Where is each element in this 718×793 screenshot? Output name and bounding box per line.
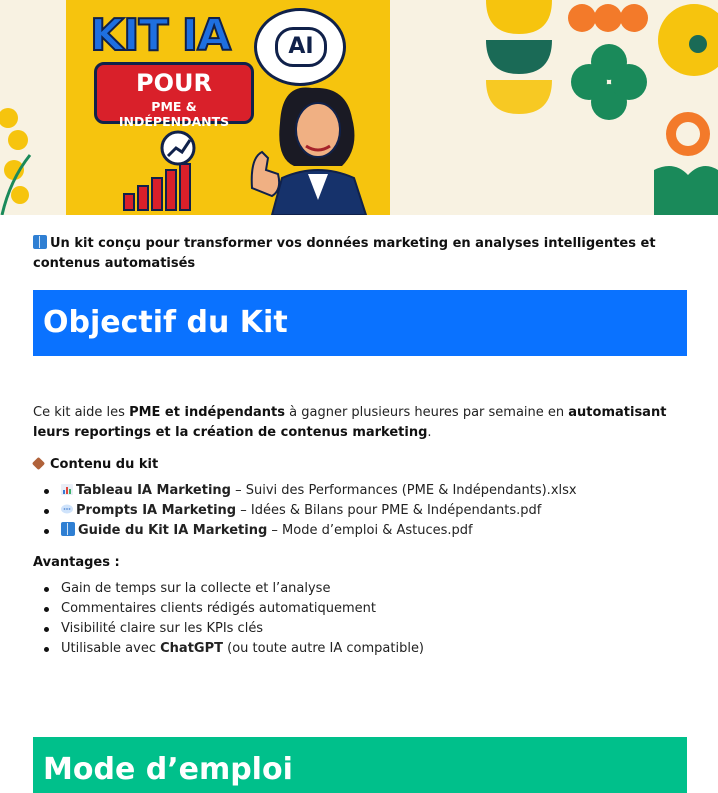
poster-title: KIT IA	[90, 10, 231, 61]
list-item: Visibilité claire sur les KPIs clés	[43, 619, 687, 639]
package-icon	[32, 457, 45, 470]
businesswoman-thumbs-up-icon	[242, 78, 390, 215]
speech-bubble-icon	[61, 504, 73, 515]
book-icon	[61, 522, 75, 536]
poster-pour-label: POUR	[136, 69, 212, 97]
objectif-paragraph: Ce kit aide les PME et indépendants à gagner plusieurs heures par semaine en automatisant leurs reportings et la création de contenus marketing.	[33, 405, 667, 440]
hero-banner	[0, 0, 718, 215]
contenu-heading: Contenu du kit	[33, 457, 687, 472]
growth-chart-icon	[120, 128, 210, 212]
section-objectif-title: Objectif du Kit	[33, 290, 687, 356]
poster-audience-label: PME & INDÉPENDANTS	[118, 99, 230, 129]
list-item: Prompts IA Marketing – Idées & Bilans pour PME & Indépendants.pdf	[43, 501, 687, 521]
avantages-list	[33, 579, 687, 659]
avantages-heading: Avantages :	[33, 555, 120, 570]
intro-text: Un kit conçu pour transformer vos données marketing en analyses intelligentes et contenus automatisés	[33, 236, 656, 271]
ai-thought-bubble-icon	[254, 8, 346, 86]
chart-icon	[61, 484, 73, 495]
poster-audience-badge	[94, 62, 254, 129]
list-item: Utilisable avec ChatGPT (ou toute autre IA compatible)	[43, 639, 687, 659]
main-content	[33, 234, 687, 787]
list-item: Commentaires clients rédigés automatiquement	[43, 599, 687, 619]
list-item: Tableau IA Marketing – Suivi des Performances (PME & Indépendants).xlsx	[43, 481, 687, 501]
section-mode-emploi-title: Mode d’emploi	[33, 737, 687, 793]
contenu-list	[33, 481, 687, 541]
decorative-flower-left-icon	[0, 100, 40, 215]
kit-ia-poster	[66, 0, 390, 215]
list-item: Guide du Kit IA Marketing – Mode d’emploi & Astuces.pdf	[43, 521, 687, 541]
list-item: Gain de temps sur la collecte et l’analyse	[43, 579, 687, 599]
decorative-shapes-right-icon	[484, 0, 718, 215]
ai-chip-label: AI	[275, 27, 327, 67]
book-icon	[33, 235, 47, 249]
